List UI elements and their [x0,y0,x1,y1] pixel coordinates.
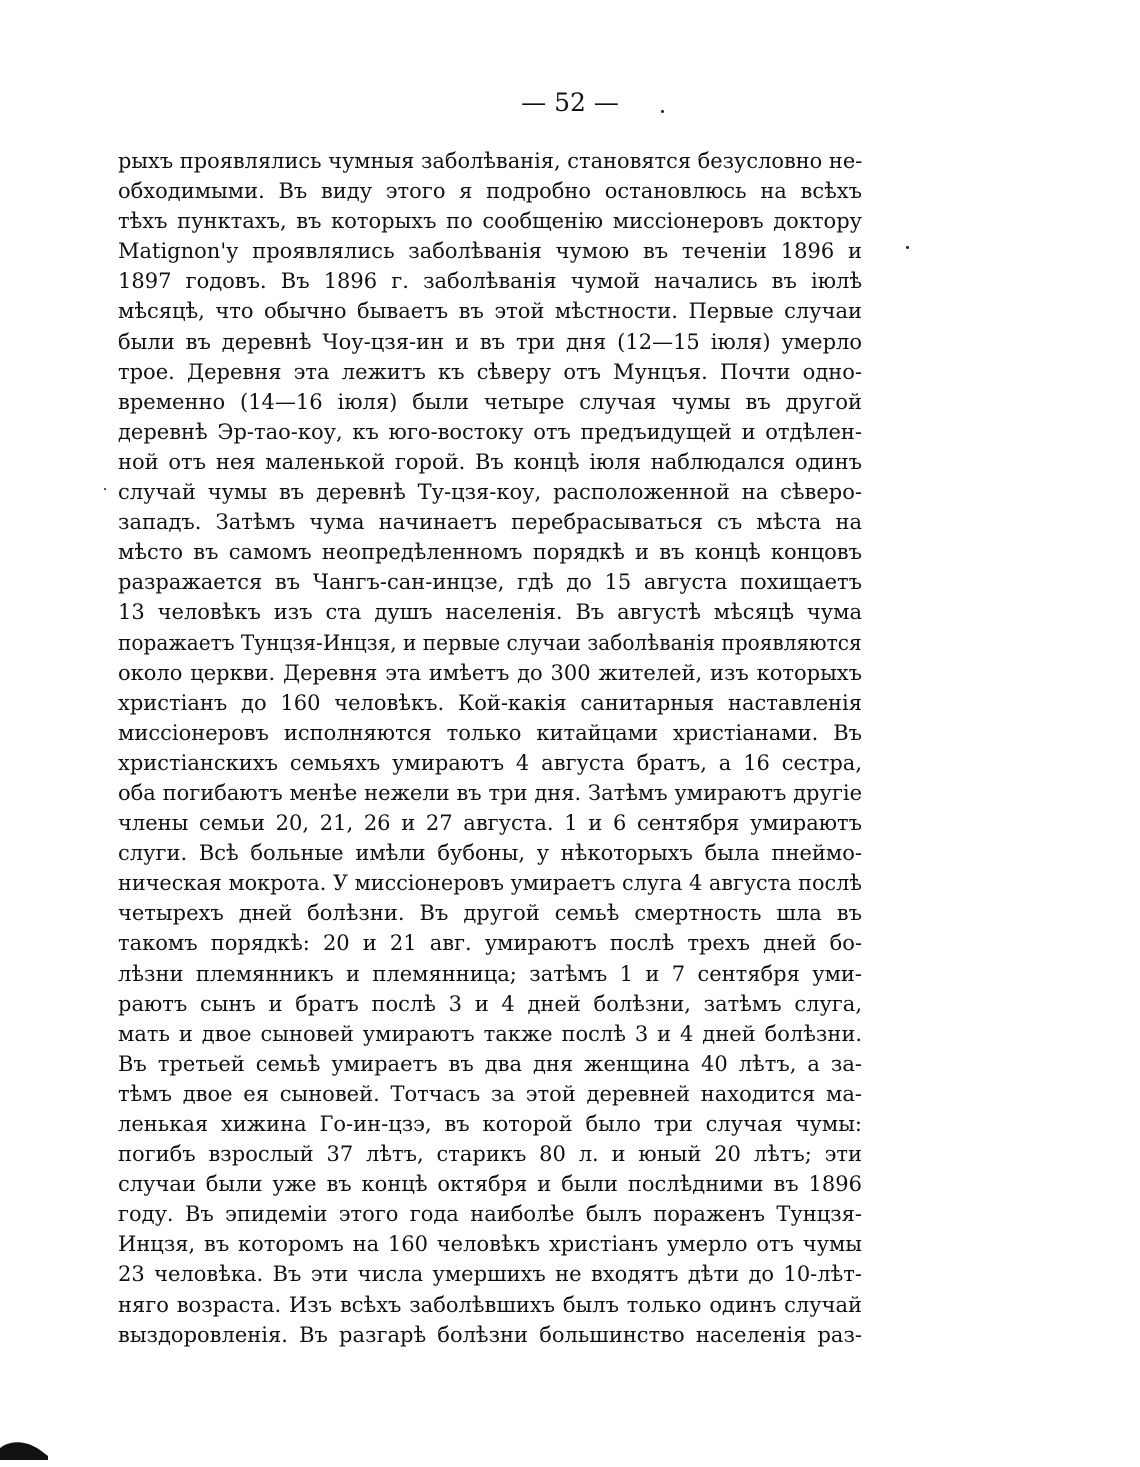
text-line: 13 человѣкъ изъ ста душъ населенія. Въ августѣ мѣсяцѣ чума [118,600,862,625]
text-line: погибъ взрослый 37 лѣтъ, старикъ 80 л. и юный 20 лѣтъ; эти [118,1142,862,1167]
text-line: миссіонеровъ исполняются только китайцами христіанами. Въ [118,720,862,745]
text-line: слуги. Всѣ больные имѣли бубоны, у нѣкоторыхъ была пнеймо- [118,841,862,866]
text-line: поражаетъ Тунцзя-Инцзя, и первые случаи заболѣванія проявляются [118,630,862,655]
text-line: четырехъ дней болѣзни. Въ другой семьѣ смертность шла въ [118,901,862,926]
text-line: западъ. Затѣмъ чума начинаетъ перебрасываться съ мѣста на [118,510,862,535]
text-line: трое. Деревня эта лежитъ къ сѣверу отъ Мунцъя. Почти одно- [118,359,862,384]
text-line: такомъ порядкѣ: 20 и 21 авг. умираютъ послѣ трехъ дней бо- [118,931,862,956]
speck-top [661,110,664,113]
text-line: рыхъ проявлялись чумныя заболѣванія, становятся безусловно не- [118,149,863,173]
text-line: деревнѣ Эр-тао-коу, къ юго-востоку отъ предъидущей и отдѣлен- [118,419,862,444]
text-line: тѣхъ пунктахъ, въ которыхъ по сообщенію миссіонеровъ доктору [118,209,862,234]
text-line: случай чумы въ деревнѣ Ту-цзя-коу, расположенной на сѣверо- [118,480,862,505]
text-line: тѣмъ двое ея сыновей. Тотчасъ за этой деревней находится ма- [118,1081,862,1106]
text-line: выздоровленія. Въ разгарѣ болѣзни большинство населенія раз- [118,1322,862,1347]
text-line: мѣсяцѣ, что обычно бываетъ въ этой мѣстности. Первые случаи [118,299,862,324]
text-line: 1897 годовъ. Въ 1896 г. заболѣванія чумой начались въ іюлѣ [118,269,862,294]
text-line: мать и двое сыновей умираютъ также послѣ 3 и 4 дней болѣзни. [118,1021,862,1046]
text-line: обходимыми. Въ виду этого я подробно остановлюсь на всѣхъ [118,179,862,204]
text-line: оба погибаютъ менѣе нежели въ три дня. Затѣмъ умираютъ другіе [118,780,862,805]
text-line: случаи были уже въ концѣ октября и были послѣдними въ 1896 [118,1172,862,1197]
text-line: няго возраста. Изъ всѣхъ заболѣвшихъ былъ только одинъ случай [118,1292,862,1317]
text-line: Инцзя, въ которомъ на 160 человѣкъ христіанъ умерло отъ чумы [118,1232,862,1257]
text-line: лѣзни племянникъ и племянница; затѣмъ 1 и 7 сентября уми- [118,961,862,986]
text-line: мѣсто въ самомъ неопредѣленномъ порядкѣ и въ концѣ концовъ [118,540,862,565]
text-line: году. Въ эпидеміи этого года наиболѣе былъ пораженъ Тунцзя- [118,1202,862,1227]
text-line: разражается въ Чангъ-сан-инцзе, гдѣ до 15 августа похищаетъ [118,570,862,595]
speck-right [906,246,909,249]
text-line: 23 человѣка. Въ эти числа умершихъ не входятъ дѣти до 10-лѣт- [118,1262,862,1287]
text-line: около церкви. Деревня эта имѣетъ до 300 жителей, изъ которыхъ [118,660,862,685]
speck-left [104,488,106,490]
text-line: ническая мокрота. У миссіонеровъ умираетъ слуга 4 августа послѣ [118,871,862,896]
corner-ink-mark [0,1438,48,1460]
text-line: ной отъ нея маленькой горой. Въ концѣ іюля наблюдался одинъ [118,449,862,474]
text-body [118,146,862,1350]
text-line: Matignon'у проявлялись заболѣванія чумою въ теченіи 1896 и [118,239,862,264]
text-line: члены семьи 20, 21, 26 и 27 августа. 1 и 6 сентября умираютъ [118,811,862,836]
text-line: христіанскихъ семьяхъ умираютъ 4 августа братъ, а 16 сестра, [118,750,862,775]
text-line: ленькая хижина Го-ин-цзэ, въ которой было три случая чумы: [118,1112,862,1136]
text-line: раютъ сынъ и братъ послѣ 3 и 4 дней болѣзни, затѣмъ слуга, [118,991,862,1016]
page-number: — 52 — [521,88,619,117]
text-line: были въ деревнѣ Чоу-цзя-ин и въ три дня (12—15 іюля) умерло [118,329,862,354]
text-line: Въ третьей семьѣ умираетъ въ два дня женщина 40 лѣтъ, а за- [118,1051,862,1076]
text-line: христіанъ до 160 человѣкъ. Кой-какія санитарныя наставленія [118,690,862,715]
text-line: временно (14—16 іюля) были четыре случая чумы въ другой [118,389,862,414]
